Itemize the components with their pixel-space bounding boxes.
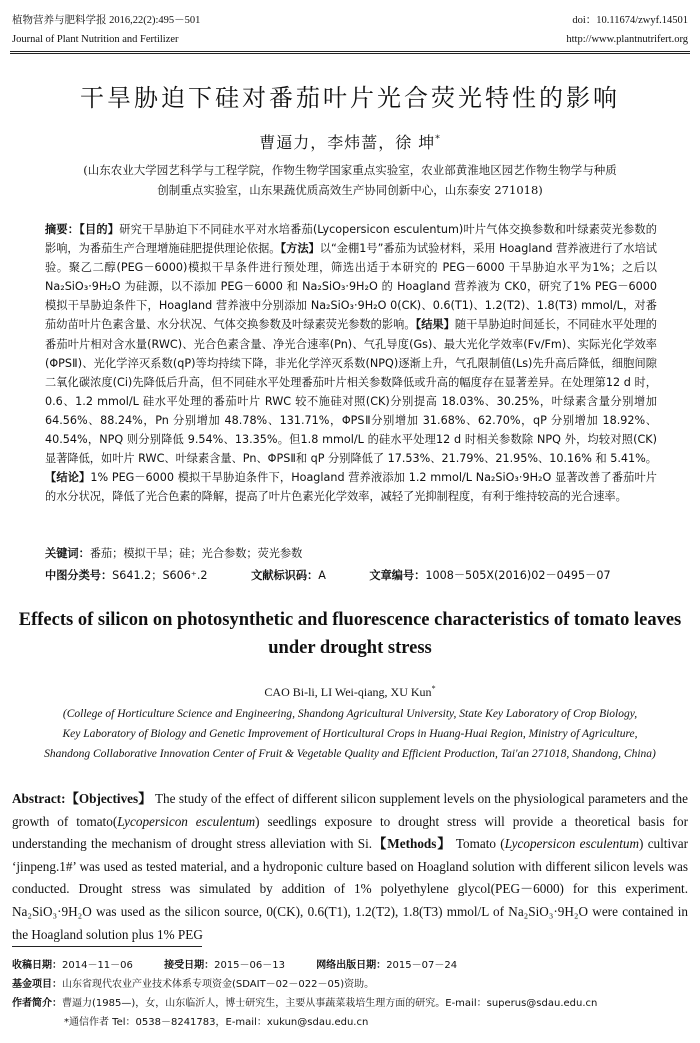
online-label: 网络出版日期： bbox=[316, 960, 387, 971]
fund-text: 山东省现代农业产业技术体系专项资金(SDAIT－02－022－05)资助。 bbox=[62, 979, 375, 990]
authors-en-mark: * bbox=[431, 684, 436, 693]
affiliation-en-line: Shandong Collaborative Innovation Center of Fruit & Vegetable Quality and Efficient Production, Tai'an 271018, Shandong, China) bbox=[44, 748, 656, 760]
journal-url: http://www.plantnutrifert.org bbox=[566, 34, 688, 45]
authors-cn-names: 曹逼力，李炜蔷，徐 坤 bbox=[259, 133, 436, 152]
author-bio-label: 作者简介： bbox=[12, 998, 62, 1009]
objectives-en-b: ) seedlings exposure to drought stress will provide a theoretical basis for understanding the mechanism of drought stress alleviation with Si. bbox=[12, 813, 688, 852]
journal-title-en: Journal of Plant Nutrition and Fertilizer bbox=[12, 34, 179, 45]
authors-cn bbox=[0, 130, 700, 153]
clc-label: 中图分类号： bbox=[45, 569, 113, 582]
objectives-label-cn: 【目的】 bbox=[79, 223, 120, 236]
doi: doi：10.11674/zwyf.14501 bbox=[572, 15, 688, 26]
header-rule-thin bbox=[10, 53, 690, 54]
abstract-en bbox=[12, 788, 688, 946]
affiliation-cn-line: (山东农业大学园艺科学与工程学院，作物生物学国家重点实验室，农业部黄淮地区园艺作物生物学与种质 bbox=[83, 163, 617, 177]
conclusions-label-cn: 【结论】 bbox=[45, 471, 91, 485]
clc-code: S641.2；S606⁺.2 bbox=[112, 569, 208, 582]
authors-cn-mark: * bbox=[435, 134, 441, 145]
objectives-en-a: The study of the effect of different silicon supplement levels on the physiological parameters and the growth of tomato( bbox=[12, 791, 688, 829]
accepted-date: 2015－06－13 bbox=[214, 960, 285, 971]
keywords-text: 番茄；模拟干旱；硅；光合参数；荧光参数 bbox=[89, 547, 303, 560]
authors-en-names: CAO Bi-li, LI Wei-qiang, XU Kun bbox=[264, 685, 432, 699]
footnote-author bbox=[12, 994, 692, 1013]
keywords-cn bbox=[45, 544, 657, 563]
footnote-fund bbox=[12, 975, 692, 994]
page-title-en: Effects of silicon on photosynthetic and fluorescence characteristics of tomato leaves under drought stress bbox=[18, 610, 682, 658]
results-label-cn: 【结果】 bbox=[415, 318, 455, 332]
affiliation-en-line: Key Laboratory of Biology and Genetic Improvement of Horticultural Crops in Huang-Huai Region, Ministry of Agriculture, bbox=[62, 728, 638, 740]
received-date: 2014－11－06 bbox=[62, 960, 133, 971]
methods-label-en: 【Methods】 bbox=[372, 836, 452, 852]
affiliation-en-line: (College of Horticulture Science and Engineering, Shandong Agricultural University, State Key Laboratory of Crop Biology, bbox=[62, 708, 638, 720]
journal-title-cn: 植物营养与肥料学报 2016,22(2):495－501 bbox=[12, 15, 201, 26]
methods-label-cn: 【方法】 bbox=[280, 242, 320, 256]
species-name: Lycopersicon esculentum bbox=[117, 813, 256, 829]
author-bio-text: 曹逼力(1985—)，女，山东临沂人，博士研究生，主要从事蔬菜栽培生理方面的研究。E-mail：superus@sdau.edu.cn bbox=[62, 998, 598, 1009]
online-date: 2015－07－24 bbox=[386, 960, 458, 971]
objectives-cn: 研究干旱胁迫下不同硅水平对水培番茄(Lycopersicon esculentum)叶片气体交换参数和叶绿素荧光参数的影响，为番茄生产合理增施硅肥提供理论依据。 bbox=[45, 223, 657, 256]
footnote-corresponding: *通信作者 Tel：0538－8241783，E-mail：xukun@sdau.edu.cn bbox=[64, 1017, 369, 1028]
affiliation-cn bbox=[30, 160, 670, 200]
footnote-dates bbox=[12, 956, 692, 975]
accepted-label: 接受日期： bbox=[164, 960, 215, 971]
objectives-label-en: 【Objectives】 bbox=[65, 791, 152, 806]
abstract-cn bbox=[45, 220, 657, 506]
methods-cn: 以“金棚1号”番茄为试验材料，采用 Hoagland 营养液进行了水培试验。聚乙二醇(PEG－6000)模拟干旱条件进行预处理，筛选出适于本研究的 PEG－6000 干旱胁迫水平为1%；之后以 Na₂SiO₃·9H₂O 为硅源，以不添加 PEG－6000 和 Na₂SiO₃·9H₂O 的 Hoagland 营养液为 CK0，研究了1% PEG－6000 模拟干旱胁迫条件下，Hoagland 营养液中分别添加 Na₂SiO₃·9H₂O 0(CK)、0.6(T1)、1.2(T2)、1.8(T3) mmol/L，对番茄幼苗叶片色素含量、水分状况、气体交换参数及叶绿素荧光参数的影响。 bbox=[45, 242, 657, 332]
conclusions-cn: 1% PEG－6000 模拟干旱胁迫条件下，Hoagland 营养液添加 1.2 mmol/L Na₂SiO₃·9H₂O 显著改善了番茄叶片的水分状况，降低了光合色素的降解，提高了叶片色素光化学效率，减轻了光抑制程度，有利于维持较高的光合速率。 bbox=[45, 471, 657, 504]
article-no: 1008－505X(2016)02－0495－07 bbox=[425, 569, 611, 582]
abstract-cn-label: 摘要： bbox=[45, 223, 80, 236]
results-cn: 随干旱胁迫时间延长，不同硅水平处理的番茄叶片相对含水量(RWC)、光合色素含量、净光合速率(Pn)、气孔导度(Gs)、最大光化学效率(Fv/Fm)、实际光化学效率(ΦPSⅡ)、光化学淬灭系数(qP)等均持续下降，非光化学淬灭系数(NPQ)逐渐上升，气孔限制值(Ls)先升高后降低，细胞间隙二氧化碳浓度(Ci)先降低后升高，但不同硅水平处理番茄叶片相关参数降低或升高的幅度存在显著差异。在处理第12 d 时，0.6、1.2 mmol/L 硅水平处理的番茄叶片 RWC 较不施硅对照(CK)分别提高 18.03%、30.25%，叶绿素含量分别增加 64.56%、88.24%，Pn 分别增加 48.78%、131.71%，ΦPSⅡ分别增加 31.68%、62.70%，qP 分别增加 18.92%、40.54%，NPQ 则分别降低 9.54%、13.35%。但1.8 mmol/L 的硅水平处理12 d 时相关参数除 NPQ 外，均较对照(CK)显著降低，如叶片 RWC、叶绿素含量、Pn、ΦPSⅡ和 qP 分别降低了 17.53%、21.79%、21.95%、10.16% 和 5.41%。 bbox=[45, 318, 657, 466]
classification-line bbox=[45, 566, 657, 585]
authors-en bbox=[0, 684, 700, 700]
doc-code: A bbox=[318, 569, 326, 582]
keywords-label: 关键词： bbox=[45, 547, 90, 560]
species-name: Lycopersicon esculentum bbox=[504, 836, 639, 852]
methods-en-a: Tomato ( bbox=[451, 836, 505, 852]
affiliation-cn-line: 创制重点实验室，山东果蔬优质高效生产协同创新中心，山东泰安 271018) bbox=[157, 183, 543, 197]
footnote-rule bbox=[12, 946, 202, 947]
page-title-cn: 干旱胁迫下硅对番茄叶片光合荧光特性的影响 bbox=[80, 84, 620, 112]
article-no-label: 文章编号： bbox=[369, 569, 426, 582]
abstract-en-label: Abstract: bbox=[12, 791, 66, 806]
received-label: 收稿日期： bbox=[12, 960, 62, 971]
methods-en-b: ) cultivar ‘jinpeng.1#’ was used as tested material, and a hydroponic culture based on Hoagland solution with different silicon levels was conducted. Drought stress was simulated by addition of 1% polyethylene glycol(PEG－6000) for this experiment. Na₂SiO₃·9H₂O was used as the silicon source, 0(CK), 0.6(T1), 1.2(T2), 1.8(T3) mmol/L of Na₂SiO₃·9H₂O were contained in the Hoagland solution plus 1% PEG bbox=[12, 836, 688, 942]
header-rule bbox=[10, 51, 690, 52]
doc-code-label: 文献标识码： bbox=[251, 569, 319, 582]
affiliation-en bbox=[10, 704, 690, 764]
fund-label: 基金项目： bbox=[12, 979, 62, 990]
